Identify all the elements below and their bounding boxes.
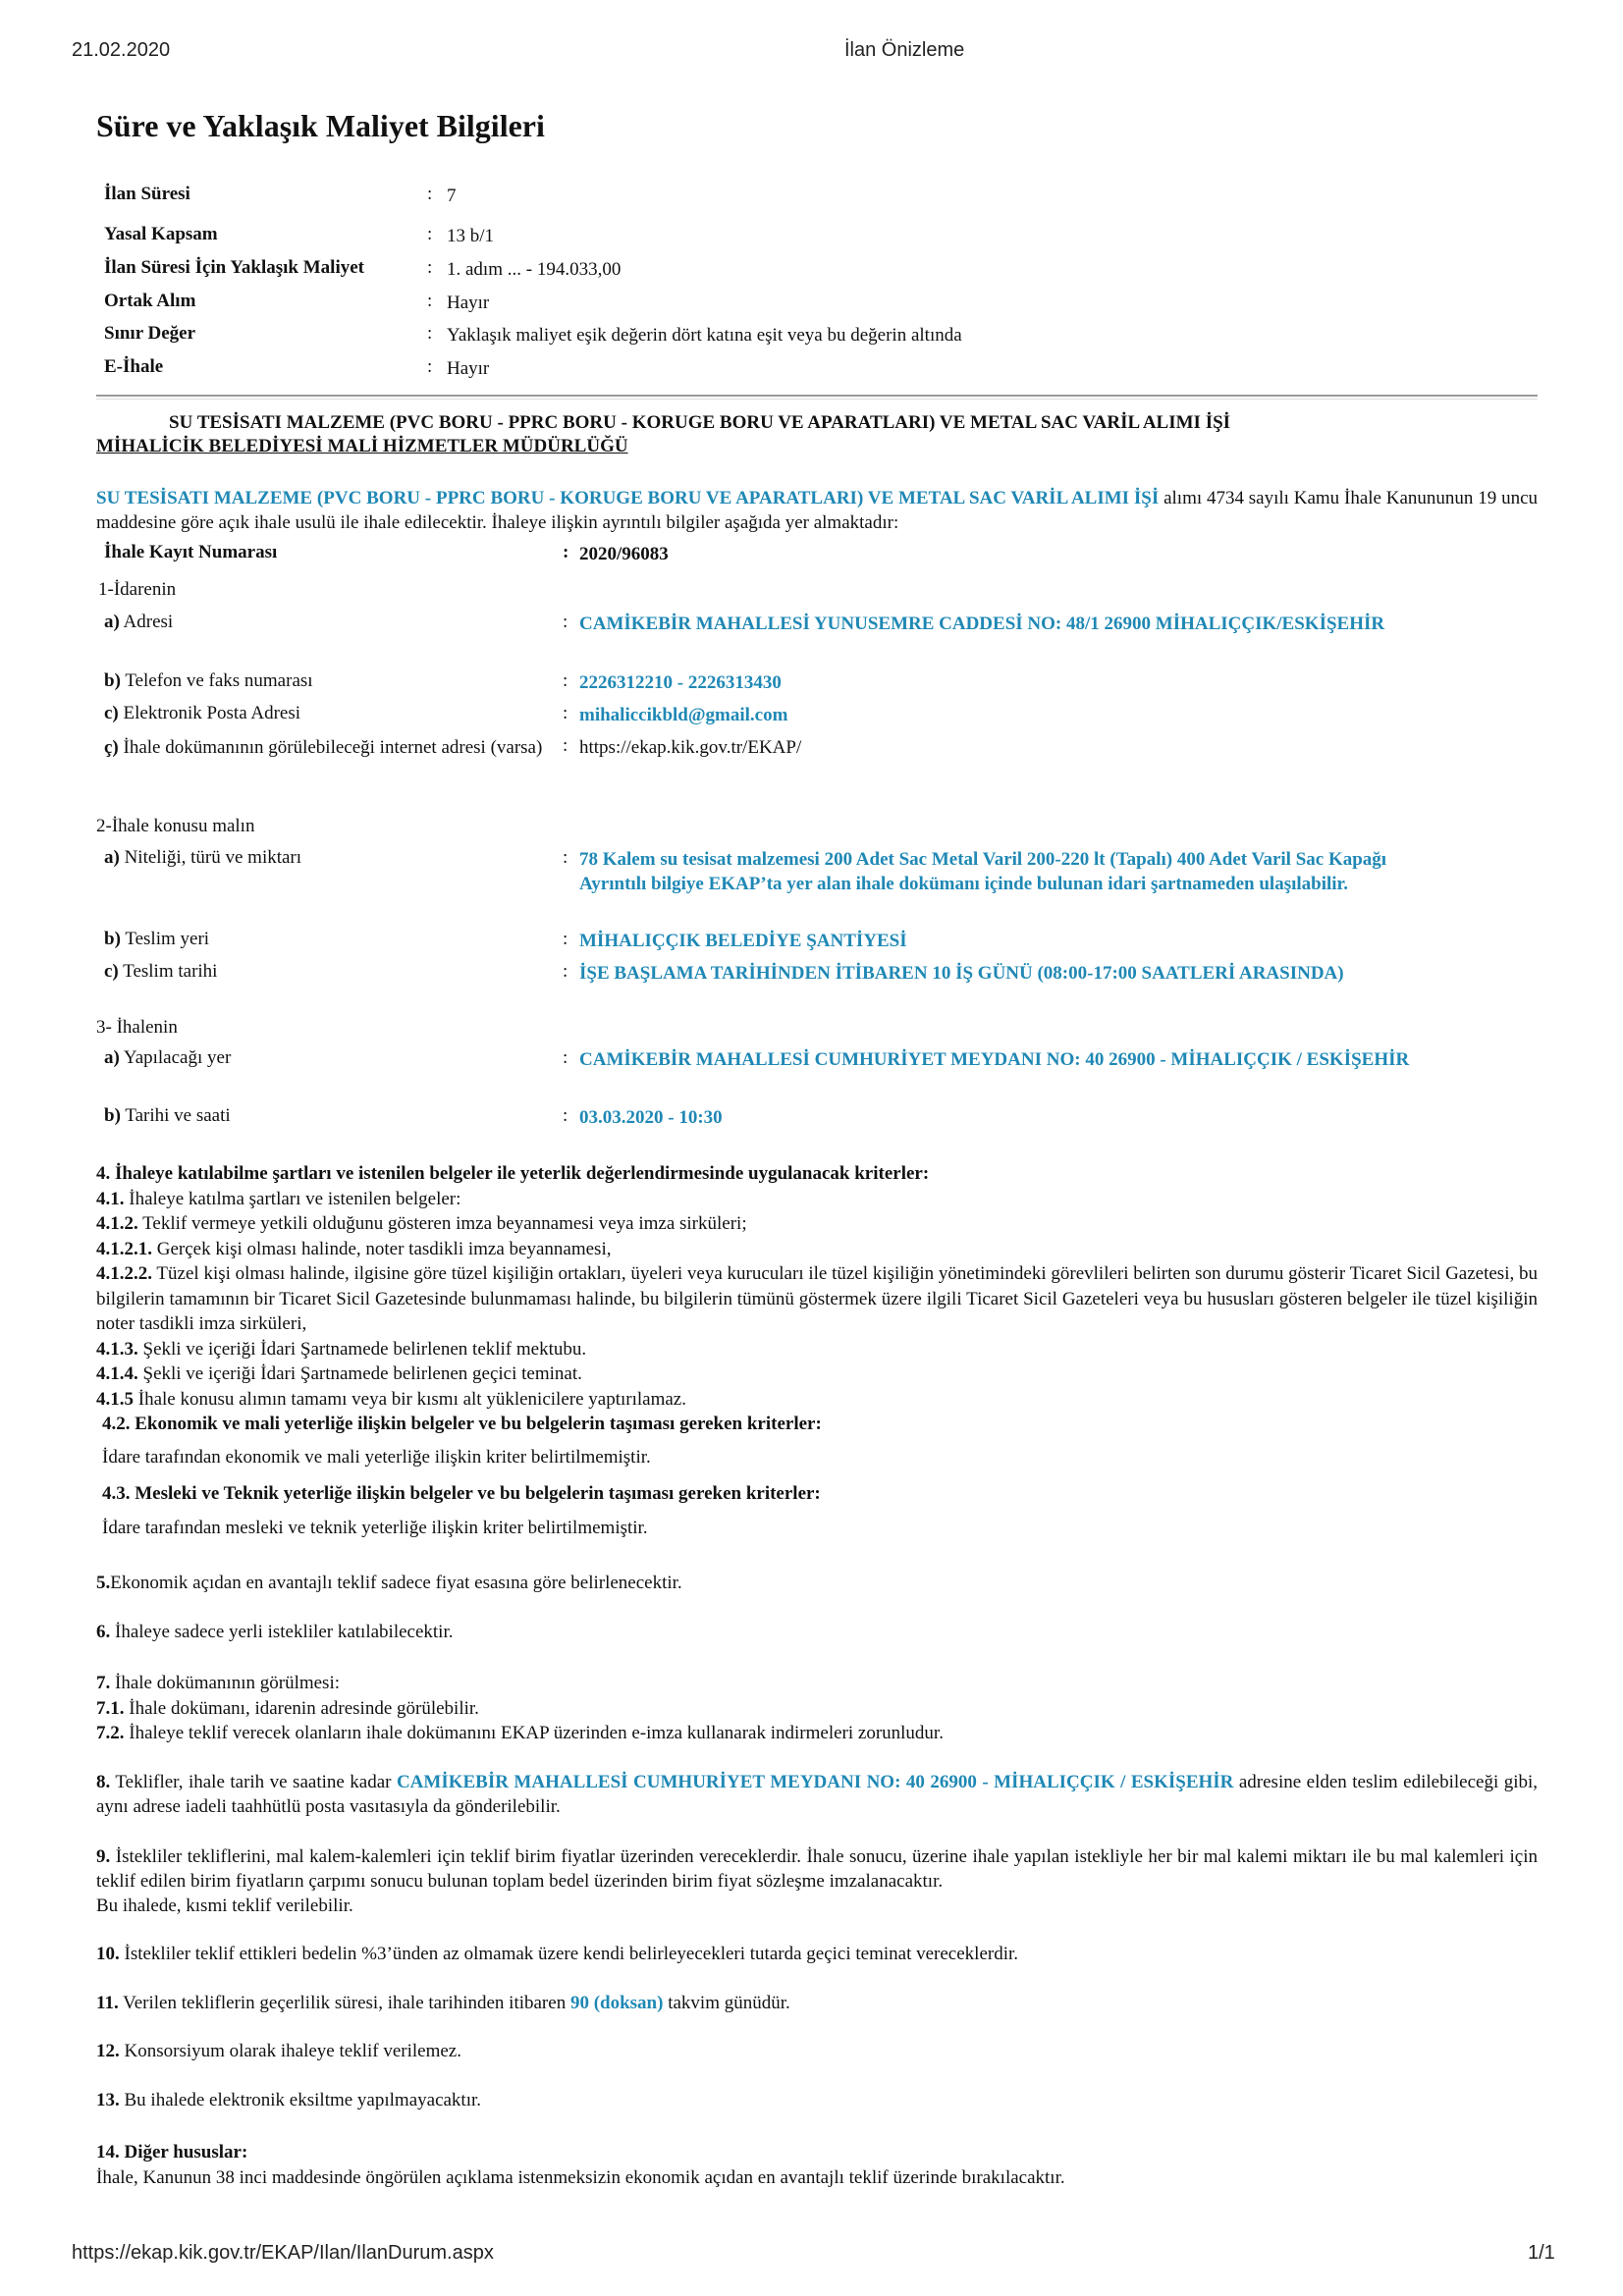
tender-datetime-label: Tarihi ve saati <box>120 1105 231 1126</box>
item-number: 4.1.2.2. <box>96 1263 152 1284</box>
colon: : <box>563 670 568 691</box>
email-label: Elektronik Posta Adresi <box>118 703 300 723</box>
section-14 <box>96 2140 1065 2190</box>
item-number: 4.1.2.1. <box>96 1238 152 1259</box>
web-link[interactable]: https://ekap.kik.gov.tr/EKAP/ <box>579 737 802 758</box>
item-number: 8. <box>96 1772 111 1792</box>
colon: : <box>563 703 568 723</box>
section-14-heading: 14. Diğer hususlar: <box>96 2142 248 2163</box>
item-number: 12. <box>96 2041 120 2061</box>
summary-label: İlan Süresi <box>104 184 190 204</box>
idare-heading: 1-İdarenin <box>98 579 177 600</box>
item-number: 13. <box>96 2090 120 2110</box>
item-number: 7.2. <box>96 1723 125 1743</box>
section-14-text: İhale, Kanunun 38 inci maddesinde öngörülen açıklama istenmeksizin ekonomik açıdan en avantajlı teklif üzerinde bırakılacaktır. <box>96 2166 1065 2188</box>
item-prefix: c) <box>104 703 119 723</box>
colon: : <box>563 847 568 868</box>
section-11 <box>96 1993 790 2014</box>
item-prefix: b) <box>104 670 121 691</box>
item-text: İhale konusu alımın tamamı veya bir kısmı alt yüklenicilere yaptırılamaz. <box>134 1388 686 1410</box>
summary-label: E-İhale <box>104 356 164 377</box>
item-prefix: b) <box>104 1105 121 1126</box>
phone-value: 2226312210 - 2226313430 <box>579 672 782 693</box>
item-prefix: a) <box>104 847 120 868</box>
delivery-date-label: Teslim tarihi <box>118 961 218 982</box>
summary-value: 13 b/1 <box>447 226 495 246</box>
item-number: 11. <box>96 1993 119 2013</box>
summary-label: Sınır Değer <box>104 323 196 344</box>
section-10 <box>96 1944 1018 1965</box>
item-number: 7. <box>96 1673 111 1693</box>
summary-value: Yaklaşık maliyet eşik değerin dört katına eşit veya bu değerin altında <box>447 325 962 346</box>
nature-label: Niteliği, türü ve miktarı <box>119 847 302 868</box>
item-number: 4.1. <box>96 1188 125 1209</box>
item-text: takvim günüdür. <box>663 1993 790 2013</box>
item-text: İstekliler teklif ettikleri bedelin %3’ünden az olmamak üzere kendi belirleyecekleri tutarda geçici teminat vereceklerdir. <box>119 1944 1019 1964</box>
delivery-date-value: İŞE BAŞLAMA TARİHİNDEN İTİBAREN 10 İŞ GÜNÜ (08:00-17:00 SAATLERİ ARASINDA) <box>579 963 1344 984</box>
colon: : <box>563 1047 568 1068</box>
partial-bid-note: Bu ihalede, kısmi teklif verilebilir. <box>96 1896 353 1916</box>
item-text: Teklifler, ihale tarih ve saatine kadar <box>110 1772 397 1792</box>
item-prefix: a) <box>104 1047 120 1068</box>
nature-text: 78 Kalem su tesisat malzemesi 200 Adet Sac Metal Varil 200-220 lt (Tapalı) 400 Adet Varil Sac Kapağı <box>579 849 1387 870</box>
print-date: 21.02.2020 <box>72 39 171 61</box>
item-text: Tüzel kişi olması halinde, ilgisine göre tüzel kişiliğin ortakları, üyeleri veya kurucuları ile tüzel kişiliğin yönetimindeki görevlileri belirten son durumu gösterir Ticaret Sicil Gazetesi, bu bilgilerin tamamının bir Ticaret Sicil Gazetesinde bulunmaması halinde, bu bilgilerin tümünü göstermek üzere ilgili Ticaret Sicil Gazeteleri veya bu hususları gösteren belgeler ile tüzel kişiliğin noter tasdikli imza sirküleri, <box>96 1263 1538 1334</box>
intro-paragraph <box>96 486 1538 535</box>
colon: : <box>563 961 568 982</box>
item-number: 4.1.5 <box>96 1388 134 1410</box>
summary-value: 7 <box>447 186 457 206</box>
page-number: 1/1 <box>1528 2242 1555 2264</box>
intro-highlight: SU TESİSATI MALZEME (PVC BORU - PPRC BORU - KORUGE BORU VE APARATLARI) VE METAL SAC VARİL ALIMI İŞİ <box>96 488 1160 508</box>
item-prefix: ç) <box>104 737 119 758</box>
summary-value: 1. adım ... - 194.033,00 <box>447 259 622 280</box>
item-text: İhaleye teklif verecek olanların ihale dokümanını EKAP üzerinden e-imza kullanarak indirmeleri zorunludur. <box>124 1723 944 1743</box>
item-prefix: c) <box>104 961 119 982</box>
mal-heading: 2-İhale konusu malın <box>96 816 255 836</box>
tender-place-value: CAMİKEBİR MAHALLESİ CUMHURİYET MEYDANI NO: 40 26900 - MİHALIÇÇIK / ESKİŞEHİR <box>579 1049 1410 1070</box>
item-number: 10. <box>96 1944 120 1964</box>
criteria-item <box>96 1362 1538 1387</box>
item-number: 5. <box>96 1573 111 1593</box>
section-5 <box>96 1573 682 1594</box>
section-4-heading: 4. İhaleye katılabilme şartları ve istenilen belgeler ile yeterlik değerlendirmesinde uygulanacak kriterler: <box>96 1163 930 1184</box>
submission-address: CAMİKEBİR MAHALLESİ CUMHURİYET MEYDANI NO: 40 26900 - MİHALIÇÇIK / ESKİŞEHİR <box>396 1772 1234 1792</box>
item-number: 6. <box>96 1622 111 1642</box>
section-8 <box>96 1770 1538 1819</box>
item-number: 9. <box>96 1846 111 1867</box>
item-number: 7.1. <box>96 1697 125 1719</box>
tender-place-label: Yapılacağı yer <box>119 1047 232 1068</box>
criteria-item <box>96 1211 1538 1237</box>
criteria-item <box>96 1387 1538 1413</box>
page-title: Süre ve Yaklaşık Maliyet Bilgileri <box>96 108 545 143</box>
section-4-2-heading: 4.2. Ekonomik ve mali yeterliğe ilişkin belgeler ve bu belgelerin taşıması gereken kriterler: <box>102 1414 822 1434</box>
criteria-item <box>96 1261 1538 1337</box>
tender-title: SU TESİSATI MALZEME (PVC BORU - PPRC BORU - KORUGE BORU VE APARATLARI) VE METAL SAC VARİL ALIMI İŞİ <box>169 412 1231 433</box>
item-text: Konsorsiyum olarak ihaleye teklif verilemez. <box>119 2041 461 2061</box>
registry-label: İhale Kayıt Numarası <box>104 542 278 562</box>
validity-days: 90 (doksan) <box>569 1993 664 2013</box>
colon: : <box>427 257 433 278</box>
item-text: Şekli ve içeriği İdari Şartnamede belirlenen teklif mektubu. <box>137 1338 587 1360</box>
email-link[interactable]: mihaliccikbld@gmail.com <box>579 705 788 725</box>
item-text: İhaleye sadece yerli istekliler katılabilecektir. <box>110 1622 454 1642</box>
section-12 <box>96 2041 461 2062</box>
print-title: İlan Önizleme <box>844 39 965 61</box>
item-prefix: b) <box>104 929 121 949</box>
section-6 <box>96 1622 453 1643</box>
criteria-item <box>96 1237 1538 1262</box>
section-4 <box>96 1161 1538 1412</box>
item-number: 4.1.4. <box>96 1363 138 1384</box>
address-value: CAMİKEBİR MAHALLESİ YUNUSEMRE CADDESİ NO: 48/1 26900 MİHALIÇÇIK/ESKİŞEHİR <box>579 614 1385 634</box>
item-text: Ekonomik açıdan en avantajlı teklif sadece fiyat esasına göre belirlenecektir. <box>110 1573 682 1593</box>
item-text: Gerçek kişi olması halinde, noter tasdikli imza beyannamesi, <box>152 1238 612 1259</box>
registry-value: 2020/96083 <box>579 544 669 564</box>
section-9 <box>96 1844 1538 1918</box>
tender-datetime-value: 03.03.2020 - 10:30 <box>579 1107 723 1128</box>
item-text: Şekli ve içeriği İdari Şartnamede belirlenen geçici teminat. <box>137 1363 582 1384</box>
item-text: İstekliler tekliflerini, mal kalem-kalemleri için teklif birim fiyatlar üzerinden vereceklerdir. İhale sonucu, üzerine ihale yapılan istekliyle her bir mal kalemi miktarı ile bu mal kalemleri için teklif edilen birim fiyatların çarpımı sonucu bulunan toplam bedel üzerinden birim fiyat sözleşme imzalanacaktır. <box>96 1846 1538 1892</box>
item-prefix: a) <box>104 612 120 632</box>
item-text: İhale dokümanının görülmesi: <box>110 1673 341 1693</box>
delivery-place-label: Teslim yeri <box>120 929 210 949</box>
criteria-item <box>96 1187 1538 1212</box>
item-text: Bu ihalede elektronik eksiltme yapılmayacaktır. <box>119 2090 482 2110</box>
colon: : <box>427 184 433 204</box>
divider <box>96 395 1538 400</box>
item-number: 4.1.3. <box>96 1338 138 1360</box>
colon: : <box>563 542 569 562</box>
footer-url: https://ekap.kik.gov.tr/EKAP/Ilan/IlanDurum.aspx <box>72 2242 494 2264</box>
summary-label: Ortak Alım <box>104 291 196 311</box>
section-4-3-text: İdare tarafından mesleki ve teknik yeterliğe ilişkin kriter belirtilmemiştir. <box>102 1518 648 1538</box>
nature-value <box>579 847 1532 896</box>
item-text: Teklif vermeye yetkili olduğunu gösteren imza beyannamesi veya imza sirküleri; <box>137 1213 747 1234</box>
web-label: İhale dokümanının görülebileceği internet adresi (varsa) <box>118 737 543 758</box>
colon: : <box>563 1105 568 1126</box>
colon: : <box>427 323 433 344</box>
item-text: Verilen tekliflerin geçerlilik süresi, ihale tarihinden itibaren <box>118 1993 570 2013</box>
colon: : <box>563 612 568 632</box>
phone-label: Telefon ve faks numarası <box>120 670 313 691</box>
section-4-2-text: İdare tarafından ekonomik ve mali yeterliğe ilişkin kriter belirtilmemiştir. <box>102 1447 651 1468</box>
summary-label: İlan Süresi İçin Yaklaşık Maliyet <box>104 257 364 278</box>
colon: : <box>427 356 433 377</box>
item-text: İhaleye katılma şartları ve istenilen belgeler: <box>124 1188 461 1209</box>
colon: : <box>427 291 433 311</box>
item-text: adresine elden teslim edilebileceği gibi, aynı adrese iadeli taahhütlü posta vasıtasıyla da gönderilebilir. <box>96 1772 1538 1817</box>
colon: : <box>427 224 433 244</box>
summary-label: Yasal Kapsam <box>104 224 218 244</box>
item-text: İhale dokümanı, idarenin adresinde görülebilir. <box>124 1697 479 1719</box>
section-13 <box>96 2090 481 2111</box>
item-number: 4.1.2. <box>96 1213 138 1234</box>
colon: : <box>563 929 568 949</box>
section-7 <box>96 1671 944 1746</box>
colon: : <box>563 735 568 756</box>
delivery-place-value: MİHALIÇÇIK BELEDİYE ŞANTİYESİ <box>579 931 907 951</box>
ihale-heading: 3- İhalenin <box>96 1017 178 1038</box>
section-4-3-heading: 4.3. Mesleki ve Teknik yeterliğe ilişkin belgeler ve bu belgelerin taşıması gereken kriterler: <box>102 1483 821 1504</box>
address-label: Adresi <box>119 612 174 632</box>
summary-value: Hayır <box>447 293 490 313</box>
nature-note: Ayrıntılı bilgiye EKAP’ta yer alan ihale dokümanı içinde bulunan idari şartnameden ulaşılabilir. <box>579 874 1348 894</box>
criteria-item <box>96 1337 1538 1362</box>
intro-text: alımı 4734 sayılı Kamu İhale Kanununun 19 uncu maddesine göre açık ihale usulü ile ihale edilecektir. İhaleye ilişkin ayrıntılı bilgiler aşağıda yer almaktadır: <box>96 488 1538 533</box>
summary-value: Hayır <box>447 358 490 379</box>
authority-name: MİHALİCİK BELEDİYESİ MALİ HİZMETLER MÜDÜRLÜĞÜ <box>96 436 628 456</box>
